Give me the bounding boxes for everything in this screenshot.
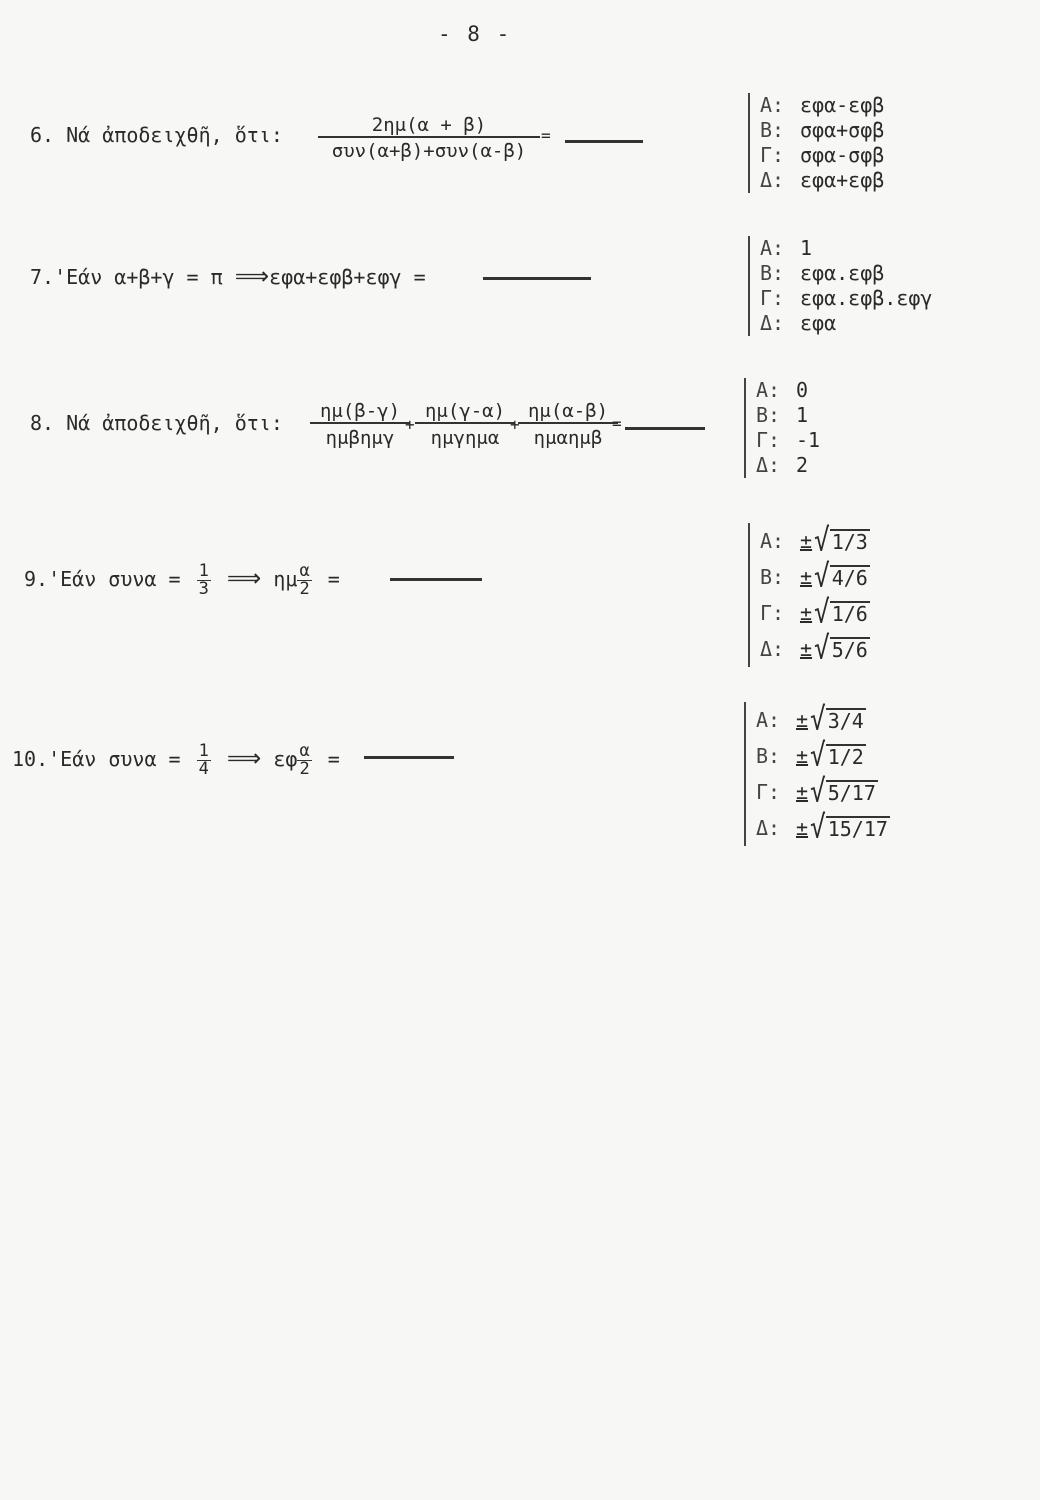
page-number: - 8 - <box>438 22 512 46</box>
plus-sign: + <box>405 415 415 434</box>
option-label: Γ: <box>756 780 781 804</box>
answer-blank <box>625 427 705 430</box>
question-number: 6. <box>30 123 55 147</box>
option-a <box>756 702 890 738</box>
denominator: συν(α+β)+συν(α-β) <box>331 140 527 162</box>
options-10 <box>744 702 890 846</box>
options-6 <box>748 93 884 193</box>
answer-blank <box>364 756 454 759</box>
given-fraction: $\frac{1}{3}$ <box>198 561 209 599</box>
option-c <box>756 774 890 810</box>
equals-sign: = <box>327 567 340 591</box>
plus-minus: ± <box>800 637 813 661</box>
option-c <box>760 286 932 311</box>
answer-blank <box>565 140 643 143</box>
square-root: √ 1/3 <box>814 523 868 559</box>
option-label: Α: <box>756 708 781 732</box>
question-9 <box>24 563 340 598</box>
plus-minus: ± <box>800 601 813 625</box>
option-value: -1 <box>796 428 821 452</box>
question-text: 'Εάν συνα = <box>48 747 181 771</box>
option-b <box>756 738 890 774</box>
plus-minus: ± <box>796 708 809 732</box>
option-label: Γ: <box>760 286 785 310</box>
option-d <box>756 453 820 478</box>
square-root: √ 4/6 <box>814 559 868 595</box>
option-value: σφα-σφβ <box>800 143 885 167</box>
half-angle: $\frac{\alpha}{2}$ <box>299 561 310 599</box>
option-value: 1 <box>800 236 813 260</box>
option-d <box>760 311 932 336</box>
option-label: Δ: <box>756 816 781 840</box>
answer-blank <box>390 578 482 581</box>
answer-blank <box>483 277 591 280</box>
plus-minus: ± <box>796 816 809 840</box>
option-label: Α: <box>760 529 785 553</box>
option-label: Α: <box>756 378 781 402</box>
option-label: Β: <box>756 403 781 427</box>
option-label: Β: <box>760 261 785 285</box>
option-label: Β: <box>760 118 785 142</box>
option-b <box>756 403 820 428</box>
fraction-2-numerator: ημ(γ-α) <box>415 400 515 424</box>
options-7 <box>748 236 932 336</box>
option-value: εφα.εφβ <box>800 261 885 285</box>
square-root: √ 1/2 <box>810 738 864 774</box>
option-d <box>760 168 884 193</box>
question-number: 9. <box>24 567 49 591</box>
option-label: Α: <box>760 93 785 117</box>
fraction-2-denominator: ημγημα <box>430 427 500 449</box>
option-label: Β: <box>756 744 781 768</box>
question-number: 7. <box>30 265 55 289</box>
option-label: Δ: <box>760 168 785 192</box>
equals-sign: = <box>327 747 340 771</box>
implies-arrow: ⟹ <box>226 744 262 772</box>
option-c <box>756 428 820 453</box>
fraction-1-numerator: ημ(β-γ) <box>310 400 410 424</box>
implies-arrow: ⟹ <box>234 262 270 290</box>
given-fraction: $\frac{1}{4}$ <box>198 741 209 779</box>
expression: εφα+εφβ+εφγ = <box>269 265 426 289</box>
square-root: √ 3/4 <box>810 702 864 738</box>
question-text: 'Εάν α+β+γ = π <box>54 265 223 289</box>
question-text: Νά ἀποδειχθῆ, ὅτι: <box>66 123 283 147</box>
option-a <box>760 236 932 261</box>
option-a <box>760 523 870 559</box>
option-label: Δ: <box>760 311 785 335</box>
square-root: √ 5/6 <box>814 631 868 667</box>
plus-minus: ± <box>796 780 809 804</box>
square-root: √ 1/6 <box>814 595 868 631</box>
plus-minus: ± <box>800 565 813 589</box>
function-name: ημ <box>273 567 298 591</box>
option-d <box>760 631 870 667</box>
option-c <box>760 143 884 168</box>
option-label: Α: <box>760 236 785 260</box>
question-number: 8. <box>30 411 55 435</box>
question-6 <box>30 123 283 147</box>
plus-minus: ± <box>796 744 809 768</box>
option-c <box>760 595 870 631</box>
question-text: 'Εάν συνα = <box>48 567 181 591</box>
fraction-1-denominator: ημβημγ <box>325 427 395 449</box>
option-value: εφα+εφβ <box>800 168 885 192</box>
option-b <box>760 118 884 143</box>
option-value: σφα+σφβ <box>800 118 885 142</box>
option-label: Γ: <box>760 143 785 167</box>
option-label: Β: <box>760 565 785 589</box>
option-value: εφα-εφβ <box>800 93 885 117</box>
option-a <box>756 378 820 403</box>
question-8 <box>30 411 283 435</box>
option-label: Δ: <box>756 453 781 477</box>
option-b <box>760 559 870 595</box>
question-number: 10. <box>12 747 49 771</box>
question-text: Νά ἀποδειχθῆ, ὅτι: <box>66 411 283 435</box>
half-angle: $\frac{\alpha}{2}$ <box>299 741 310 779</box>
implies-arrow: ⟹ <box>226 564 262 592</box>
option-value: εφα.εφβ.εφγ <box>800 286 933 310</box>
plus-sign: + <box>510 415 520 434</box>
options-9 <box>748 523 870 667</box>
function-name: εφ <box>273 747 298 771</box>
fraction-3-denominator: ημαημβ <box>533 427 603 449</box>
option-b <box>760 261 932 286</box>
options-8 <box>744 378 820 478</box>
square-root: √ 5/17 <box>810 774 876 810</box>
fraction-3-numerator: ημ(α-β) <box>518 400 618 424</box>
option-value: 1 <box>796 403 809 427</box>
option-value: 2 <box>796 453 809 477</box>
equals-sign: = <box>612 414 622 433</box>
option-label: Γ: <box>760 601 785 625</box>
option-value: 0 <box>796 378 809 402</box>
option-value: εφα <box>800 311 837 335</box>
square-root: √ 15/17 <box>810 810 888 846</box>
question-7 <box>30 262 426 290</box>
plus-minus: ± <box>800 529 813 553</box>
option-a <box>760 93 884 118</box>
question-10 <box>12 743 340 778</box>
equals-sign: = <box>541 126 551 145</box>
option-label: Δ: <box>760 637 785 661</box>
numerator: 2ημ(α + β) <box>318 114 540 138</box>
option-label: Γ: <box>756 428 781 452</box>
option-d <box>756 810 890 846</box>
